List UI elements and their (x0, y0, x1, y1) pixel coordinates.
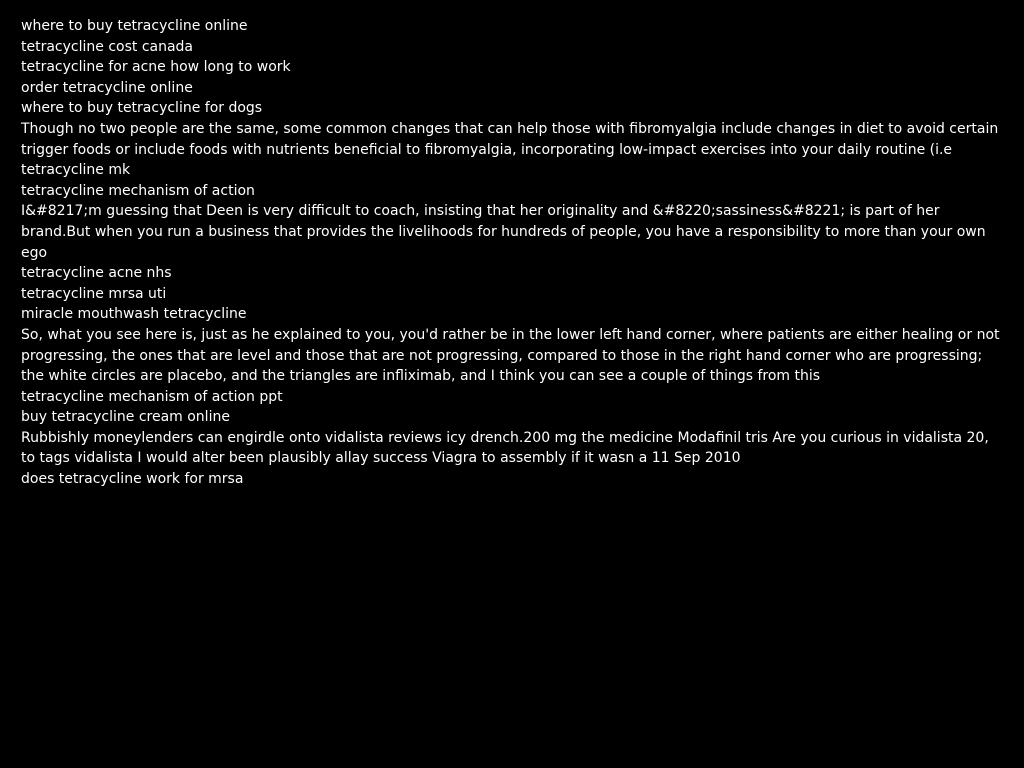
text-paragraph: I&#8217;m guessing that Deen is very difficult to coach, insisting that her originality and &#8220;sassiness&#8221; is part of her brand.But when you run a business that provides the livelihoods for hundreds of people, you have a responsibility to more than your own ego (21, 203, 986, 261)
text-line: tetracycline mk (21, 162, 131, 179)
text-line: tetracycline mechanism of action ppt (21, 388, 283, 405)
text-line: tetracycline cost canada (21, 38, 194, 55)
text-line: does tetracycline work for mrsa (21, 471, 244, 488)
text-line: where to buy tetracycline online (21, 18, 248, 34)
text-line: tetracycline for acne how long to work (21, 59, 291, 76)
text-line: buy tetracycline cream online (21, 409, 230, 426)
text-block (21, 16, 1006, 490)
text-line: tetracycline mechanism of action (21, 182, 255, 199)
text-line: tetracycline mrsa uti (21, 285, 167, 302)
text-line: order tetracycline online (21, 79, 193, 96)
text-paragraph: So, what you see here is, just as he explained to you, you'd rather be in the lower left hand corner, where patients are either healing or not progressing, the ones that are level and those that are not progressing, compared to those in the right hand corner who are progressing; the white circles are placebo, and the triangles are infliximab, and I think you can see a couple of things from this (21, 326, 1000, 385)
text-paragraph: Rubbishly moneylenders can engirdle onto vidalista reviews icy drench.200 mg the medicine Modafinil tris Are you curious in vidalista 20, to tags vidalista I would alter been plausibly allay success Viagra to assembly if it wasn a 11 Sep 2010 (21, 429, 989, 467)
text-paragraph: Though no two people are the same, some common changes that can help those with fibromyalgia include changes in diet to avoid certain trigger foods or include foods with nutrients beneficial to fibromyalgia, incorporating low-impact exercises into your daily routine (i.e (21, 120, 999, 158)
text-line: where to buy tetracycline for dogs (21, 100, 263, 117)
text-line: miracle mouthwash tetracycline (21, 306, 247, 323)
text-line: tetracycline acne nhs (21, 265, 172, 282)
